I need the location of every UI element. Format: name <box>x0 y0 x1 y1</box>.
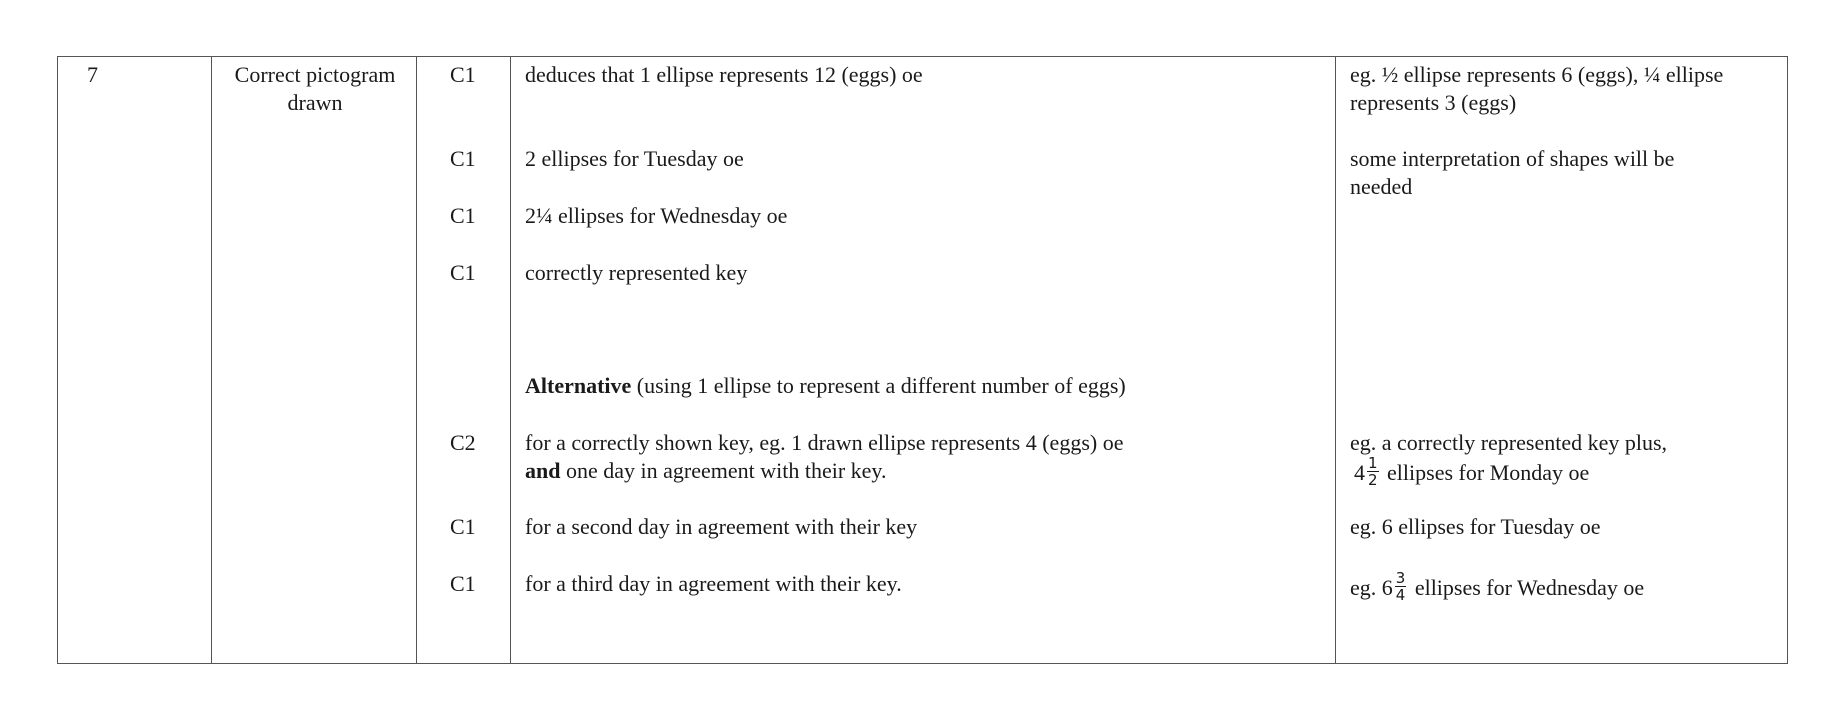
guidance-note: some interpretation of shapes will be needed <box>1350 146 1675 199</box>
guidance-note: eg. a correctly represented key plus, <box>1350 430 1668 455</box>
fraction <box>1367 455 1379 488</box>
column-divider-1 <box>211 57 212 663</box>
fraction-denominator: 4 <box>1395 586 1406 605</box>
column-divider-2 <box>416 57 417 663</box>
mark-text-continuation <box>525 457 887 485</box>
guidance-note-fraction <box>1350 454 1590 490</box>
mark-code: C1 <box>450 62 476 87</box>
column-divider-3 <box>510 57 511 663</box>
fraction-denominator: 2 <box>1368 471 1378 490</box>
guidance-note-prefix: eg. 6 <box>1350 575 1393 600</box>
fraction-numerator: 1 <box>1368 454 1378 473</box>
mark-code: C1 <box>450 146 476 171</box>
mark-text: 2 ellipses for Tuesday oe <box>525 146 744 171</box>
guidance-note-rest: ellipses for Wednesday oe <box>1409 575 1645 600</box>
mark-text: for a second day in agreement with their key <box>525 514 918 539</box>
mark-text: deduces that 1 ellipse represents 12 (eggs) oe <box>525 62 923 87</box>
fraction <box>1395 570 1407 603</box>
mark-code: C2 <box>450 430 476 455</box>
mark-code: C1 <box>450 260 476 285</box>
guidance-note: eg. ½ ellipse represents 6 (eggs), ¼ ellipse represents 3 (eggs) <box>1350 62 1724 115</box>
mark-code: C1 <box>450 514 476 539</box>
question-number: 7 <box>87 62 98 87</box>
mark-scheme-table <box>57 56 1788 664</box>
mark-text: for a correctly shown key, eg. 1 drawn ellipse represents 4 (eggs) oe <box>525 430 1124 455</box>
mixed-number-whole: 4 <box>1354 460 1365 485</box>
mark-text: correctly represented key <box>525 260 748 285</box>
guidance-note-fraction <box>1350 569 1645 605</box>
and-keyword: and <box>525 458 561 483</box>
alternative-description: (using 1 ellipse to represent a different number of eggs) <box>631 373 1126 398</box>
fraction-numerator: 3 <box>1395 569 1406 588</box>
answer-text: Correct pictogram drawn <box>234 62 396 115</box>
column-divider-4 <box>1335 57 1336 663</box>
mark-text: for a third day in agreement with their key. <box>525 571 902 596</box>
mark-code: C1 <box>450 571 476 596</box>
alternative-heading <box>525 372 1126 400</box>
mark-text: 2¼ ellipses for Wednesday oe <box>525 203 788 228</box>
guidance-note-rest: ellipses for Monday oe <box>1381 460 1590 485</box>
alternative-label: Alternative <box>525 373 632 398</box>
mark-code: C1 <box>450 203 476 228</box>
mark-text-rest: one day in agreement with their key. <box>560 458 887 483</box>
guidance-note: eg. 6 ellipses for Tuesday oe <box>1350 514 1601 539</box>
